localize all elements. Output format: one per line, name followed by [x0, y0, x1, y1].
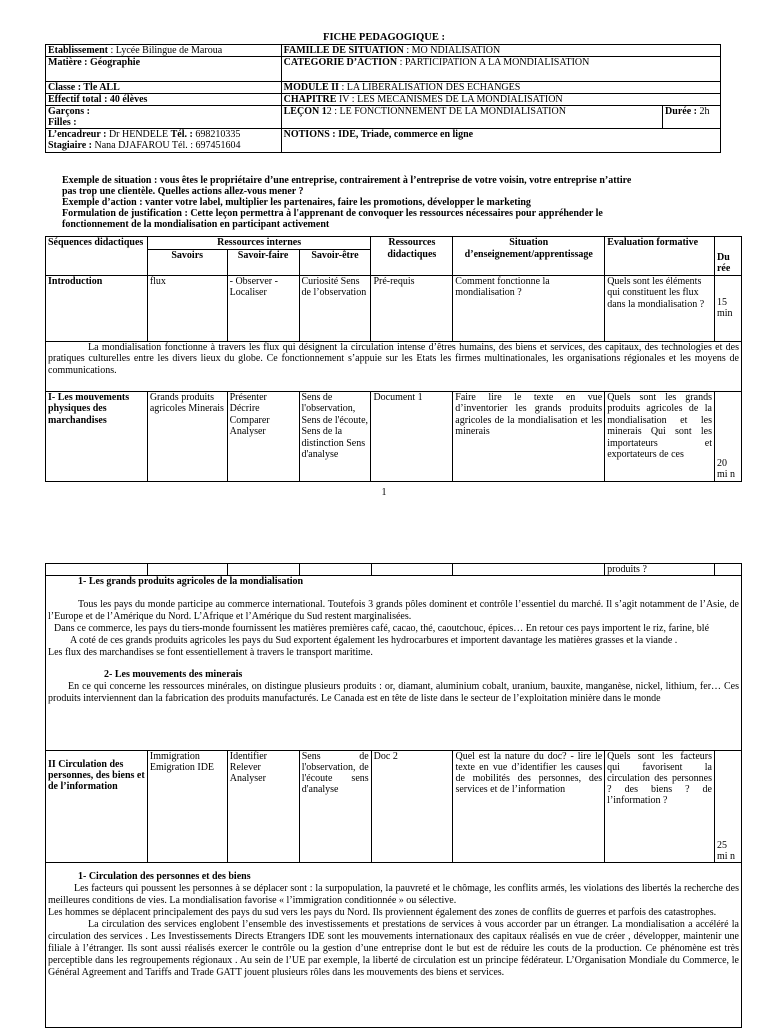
table-row: 1- Les grands produits agricoles de la mondialisation Tous les pays du monde participe au commerce international. Toutefois 3 grands pôles dominent et contrôle l’essentiel du marché. Il s’agit notamment de l’Asie, de l’Europe et de l’Amérique du Nord. L’Afrique et l’Amérique du Sud restent marginalisées. Dans ce commerce, les pays du tiers-monde fournissent les matières premières café, cacao, thé, caoutchouc, épices… En retour ces pays importent le riz, farine, blé A coté de ces grands produits agricoles les pays du Sud exportent également les hydrocarbures et importent davantage les matières grasses et la viande . Les flux des marchandises se font essentiellement à travers le transport maritime. 2- Les mouvements des minerais En ce qui concerne les ressources minérales, on distingue plusieurs produits : or, diamant, aluminium cobalt, uranium, bauxite, manganèse, nickel, lithium, fer… Ces produits interviennent dan la fabrication des produits manufacturés. Le Canada est en tête de liste dans le secteur de l’exploitation minière dans le monde [46, 576, 742, 751]
lesson-table [45, 236, 742, 482]
garcons-filles-cell: Garçons : Filles : [46, 106, 282, 129]
page-title: FICHE PEDAGOGIQUE : [323, 32, 445, 43]
col-duree: Du rée [714, 237, 741, 276]
notions-cell: NOTIONS : IDE, Triade, commerce en ligne [281, 129, 720, 153]
situation-text-2: pas trop une clientèle. Quelles actions allez-vous mener ? [62, 186, 304, 197]
famille-cell: FAMILLE DE SITUATION : MO NDIALISATION [281, 45, 720, 57]
lecon-cell: LEÇON 12 : LE FONCTIONNEMENT DE LA MONDIALISATION [281, 106, 662, 129]
chapitre-cell: CHAPITRE IV : LES MECANISMES DE LA MONDIALISATION [281, 94, 720, 106]
justification-text-2: fonctionnement de la mondialisation en participant activement [62, 219, 330, 230]
col-sequences: Séquences didactiques [46, 237, 148, 276]
duree-cell: Durée : 2h [663, 106, 721, 129]
col-savoir-faire: Savoir-faire [227, 249, 299, 275]
col-situation: Situation d’enseignement/apprentissage [453, 237, 605, 276]
col-evaluation: Evaluation formative [605, 237, 715, 276]
action-text: Exemple d’action : vanter votre label, multiplier les partenaires, faire les promotions, développer le marketing [62, 197, 531, 208]
col-savoir-etre: Savoir-être [299, 249, 371, 275]
col-ressources-didactiques: Ressources didactiques [371, 237, 453, 276]
situation-block [62, 175, 722, 230]
encadreur-cell: L’encadreur : Dr HENDELE Tél. : 698210335 Stagiaire : Nana DJAFAROU Tél. : 697451604 [46, 129, 282, 153]
section-title: 1- Circulation des personnes et des biens [78, 871, 251, 882]
table-row: 1- Circulation des personnes et des biens Les facteurs qui poussent les personnes à se déplacer sont : la surpopulation, la pauvreté et le chômage, les conflits armés, les violations des libertés la recherche des meilleures conditions de vies. La mondialisation favorise « l’immigration conditionnée » ou sélective. Les hommes se déplacent principalement des pays du sud vers les pays du Nord. Ils proviennent également des zones de conflits de guerres et parfois des catastrophes. La circulation des services englobent l’ensemble des investissements et prestations de services à vous accorder par un étranger. La mondialisation a accéléré la circulation des services . Les Investissements Directs Etrangers IDE sont les mouvements internationaux des capitaux réalisés en vue de créer , développer, maintenir une filiale à l’étranger. Ils sont aussi réalisés exercer le contrôle ou la gestion d’une entreprise dont le but est de réduire les couts de la production. Ce phénomène est très perceptible dans les regroupements régionaux . Au sein de l’UE par exemple, la liberté de circulation est un principe fédérateur. L’Organisation Mondiale du Commerce, le Général Agreement and Tariffs and Trade GATT jouent plusieurs rôles dans les mouvements des biens et services. [46, 863, 742, 1028]
module-cell: MODULE II : LA LIBERALISATION DES ECHANGES [281, 82, 720, 94]
col-ressources-internes: Ressources internes [147, 237, 371, 250]
table-row: produits ? [46, 564, 742, 576]
table-row: Introduction flux - Observer -Localiser Curiosité Sens de l’observation Pré-requis Comment fonctionne la mondialisation ? Quels sont les éléments qui constituent les flux dans la mondialisation ? 15 min [46, 275, 742, 341]
col-savoirs: Savoirs [147, 249, 227, 275]
situation-text: Exemple de situation : vous êtes le propriétaire d’une entreprise, contrairement à l’entreprise de votre voisin, votre entreprise n’attire [62, 175, 632, 186]
lesson-table-continued [45, 563, 742, 1028]
section-title: 1- Les grands produits agricoles de la mondialisation [78, 576, 304, 587]
header-table [45, 44, 721, 153]
matiere-cell: Matière : Géographie [46, 57, 282, 82]
page-number: 1 [381, 487, 387, 498]
table-row: I- Les mouvements physiques des marchandises Grands produits agricoles Minerais Présenter Décrire Comparer Analyser Sens de l'observation, Sens de l'écoute, Sens de la distinction Sens d'analyse Document 1 Faire lire le texte en vue d’inventorier les grands produits agricoles de la mondialisation et les minerais Quels sont les grands produits agricoles de la mondialisation et les minerais Qui sont les importateurs et exportateurs de ces 20 mi n [46, 391, 742, 481]
categorie-cell: CATEGORIE D’ACTION : PARTICIPATION A LA MONDIALISATION [281, 57, 720, 82]
table-row: La mondialisation fonctionne à travers les flux qui désignent la circulation intense d’êtres humains, des biens et services, des capitaux, des technologies et des pratiques culturelles entre les divers lieux du globe. Ce fonctionnement s’appuie sur les Etats les firmes multinationales, les organisations régionales et les moyens de communications. [46, 341, 742, 391]
effectif-cell: Effectif total : 40 élèves [46, 94, 282, 106]
justification-text: Formulation de justification : Cette leçon permettra à l'apprenant de convoquer les ressources nécessaires pour appréhender le [62, 208, 603, 219]
classe-cell: Classe : Tle ALL [46, 82, 282, 94]
etablissement-cell: Etablissement : Lycée Bilingue de Maroua [46, 45, 282, 57]
table-row: II Circulation des personnes, des biens et de l’information Immigration Emigration IDE Identifier Relever Analyser Sens de l'observation, de l'écoute sens d'analyse Doc 2 Quel est la nature du doc? - lire le texte en vue d’identifier les causes de mobilités des personnes, des services et de l’information Quels sont les facteurs qui favorisent la circulation des personnes ? des biens ? de l’information ? 25 mi n [46, 751, 742, 863]
section-title: 2- Les mouvements des minerais [104, 669, 243, 680]
